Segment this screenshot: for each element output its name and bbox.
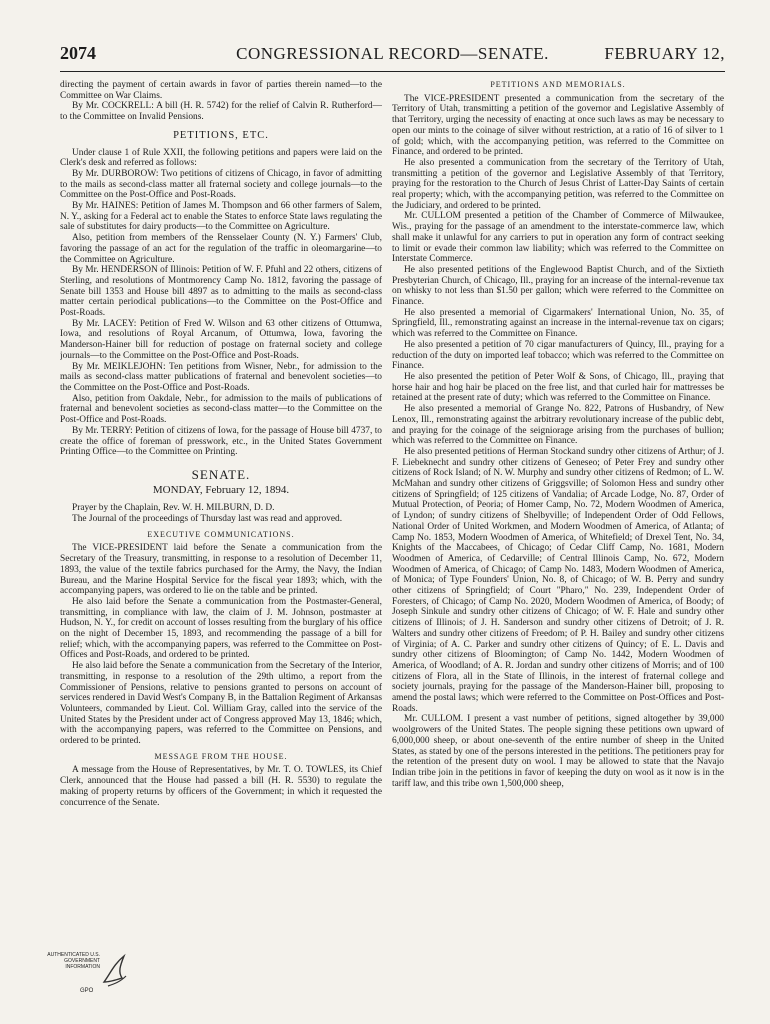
paragraph: By Mr. HAINES: Petition of James M. Thompson and 66 other farmers of Salem, N. Y., asking for a Federal act to enable the States to enforce State laws regulating the sale of substitutes for dairy products—to the Committee on Agriculture. [60,201,382,233]
paragraph: He also presented petitions of the Englewood Baptist Church, and of the Sixtieth Presbyterian Church, of Chicago, Ill., praying for an increase of the internal-revenue tax on whisky to not less than $1.50 per gallon; which were referred to the Committee on Finance. [392,264,724,308]
paragraph: By Mr. TERRY: Petition of citizens of Iowa, for the passage of House bill 4737, to create the office of foreman of presswork, etc., in the United States Government Printing Office—to the Committee on Printing. [60,425,382,458]
paragraph: By Mr. DURBOROW: Two petitions of citizens of Chicago, in favor of admitting to the mails as second-class matter all fraternal society and college journals—to the Committee on the Post-Office and Post-Roads. [60,168,382,201]
paragraph: By Mr. COCKRELL: A bill (H. R. 5742) for the relief of Calvin R. Rutherford—to the Committee on Invalid Pensions. [60,101,382,123]
paragraph: He also presented petitions of Herman Stockand sundry other citizens of Arthur; of J. F. Liebeknecht and sundry other citizens of Geneseo; of Peter Frey and sundry other citizens of Rock Island; of N. W. Murphy and sundry other citizens of Redmon; of L. W. McMahan and sundry other citizens of Griggsville; of Solomon Hess and sundry other citizens of Springfield; of 125 citizens of Vandalia; of Arcade Lodge, No. 87, Order of Mutual Protection, of Peoria; of Homer Camp, No. 72, Modern Woodmen of America, of Lyndon; of sundry citizens of Shelbyville; of Independent Order of Odd Fellows, National Order of United Workmen, and Modern Woodmen of America, of Atlanta; of Camp No. 1853, Modern Woodmen of America, of Whitefield; of Drexel Tent, No. 34, Knights of the Maccabees, of Chicago; of Cedar Cliff Camp, No. 1681, Modern Woodmen of America, of Cedarville; of Central Illinois Camp, No. 672, Modern Woodmen of America, of Chicago; of Camp No. 1483, Modern Woodmen of America, of Monica; of Type Founders' Union, No. 8, of Chicago; of W. B. Perry and sundry other citizens of Springfield; of Court "Pharo," No. 239, Independent Order of Foresters, of Chicago; of Camp No. 2020, Modern Woodmen of America, of Boody; of Joseph Sinkule and sundry other citizens of Chicago; of W. F. Hale and sundry other citizens of Illinois; of J. H. Sanderson and sundry other citizens of Detroit; of J. R. Walters and sundry other citizens of Freedom; of P. H. Bailey and sundry other citizens of Virginia; of A. C. Parker and sundry other citizens of Quincy; of E. L. Davis and sundry other citizens of Bloomington; of Camp No. 1442, Modern Woodmen of America, of Woodland; of A. R. Jordan and sundry other citizens of Morris; and of 100 citizens of Flora, all in the State of Illinois, in the interest of fraternal college and society journals, praying for the passage of the Manderson-Hainer bill, proposing to amend the postal laws; which were referred to the Committee on Post-Offices and Post-Roads. [392,446,724,714]
paragraph: By Mr. MEIKLEJOHN: Ten petitions from Wisner, Nebr., for admission to the mails as second-class matter publications of fraternal and benevolent societies—to the Committee on the Post-Office and Post-Roads. [60,361,382,393]
section-heading: MESSAGE FROM THE HOUSE. [154,751,288,761]
paragraph: directing the payment of certain awards in favor of parties therein named—to the Committee on War Claims. [60,80,382,101]
eagle-logo-icon [100,952,130,992]
paragraph: By Mr. LACEY: Petition of Fred W. Wilson and 63 other citizens of Ottumwa, Iowa, and resolutions of Royal Arcanum, of Ottumwa, Iowa, favoring the Manderson-Hainer bill for reduction of postage on fraternal society and college journals—to the Committee on the Post-Office and Post-Roads. [60,318,382,361]
page-number: 2074 [60,43,96,63]
paragraph: Prayer by the Chaplain, Rev. W. H. MILBURN, D. D. [72,503,275,514]
section-heading: PETITIONS, ETC. [173,129,269,141]
section-heading: EXECUTIVE COMMUNICATIONS. [147,529,295,539]
paragraph: Mr. CULLOM presented a petition of the Chamber of Commerce of Milwaukee, Wis., praying for the passage of an amendment to the interstate-commerce law, which shall make it unlawful for any carriers to put in operation any form of contract seeking to limit or evade their common law liability; which was referred to the Committee on Interstate Commerce. [392,211,724,265]
session-date: MONDAY, February 12, 1894. [152,483,290,496]
paragraph: By Mr. HENDERSON of Illinois: Petition of W. F. Pfuhl and 22 others, citizens of Sterling, and resolutions of Montmorency Camp No. 1812, favoring the passage of Senate bill 1353 and House bill 4897 as to admitting to the mails as second-class matter certain periodical publications—to the Committee on the Post-Office and Post-Roads. [60,265,382,319]
senate-heading: SENATE. [191,466,251,482]
paragraph: A message from the House of Representatives, by Mr. T. O. TOWLES, its Chief Clerk, announced that the House had passed a bill (H. R. 5530) to regulate the making of property returns by officers of the Government; in which it requested the concurrence of the Senate. [60,765,382,808]
publication-title: CONGRESSIONAL RECORD—SENATE. [236,44,549,63]
paragraph: He also presented a petition of 70 cigar manufacturers of Quincy, Ill., praying for a reduction of the duty on imported leaf tobacco; which was referred to the Committee on Finance. [392,339,724,372]
paragraph: The VICE-PRESIDENT presented a communication from the secretary of the Territory of Utah, transmitting a petition of the governor and Legislative Assembly of that Territory, urging the necessity of enacting at once such laws as may be necessary to open our mints to the coinage of silver without restriction, at a ratio of 16 of silver to 1 of gold; which, with the accompanying petition, was referred to the Committee on Finance, and ordered to be printed. [392,93,724,158]
left-column [60,80,382,940]
paragraph: The VICE-PRESIDENT laid before the Senate a communication from the Secretary of the Treasury, transmitting, in response to a resolution of December 11, 1893, the value of the textile fabrics purchased for the Army, the Navy, the Indian Bureau, and the Marine Hospital Service for the fiscal year 1893; which, with the accompanying papers, was ordered to lie on the table and be printed. [60,543,382,597]
section-heading: PETITIONS AND MEMORIALS. [490,80,626,89]
paragraph: He also presented a memorial of Cigarmakers' International Union, No. 35, of Springfield, Ill., remonstrating against an increase in the internal-revenue tax on cigars; which was referred to the Committee on Finance. [392,307,724,340]
gpo-authentication-seal [40,952,120,1000]
paragraph: Under clause 1 of Rule XXII, the following petitions and papers were laid on the Clerk's desk and referred as follows: [60,147,382,169]
paragraph: He also presented a communication from the secretary of the Territory of Utah, transmitting a petition of the governor and Legislative Assembly of that Territory, praying for the restoration to the Church of Jesus Christ of Latter-Day Saints of certain real property; which, with the accompanying petition, was referred to the Committee on the Judiciary, and ordered to be printed. [392,157,724,211]
paragraph: He also laid before the Senate a communication from the Secretary of the Interior, transmitting, in response to a resolution of the 29th ultimo, a report from the Commissioner of Pensions, relative to pensions granted to persons on account of services rendered in David West's Company B, in the Battalion Regiment of Arkansas Volunteers, commanded by Lieut. Col. William Gray, called into the service of the United States by the President under act of Congress approved May 13, 1846; which, with the accompanying papers, was referred to the Committee on Pensions, and ordered to be printed. [60,661,382,747]
paragraph: Mr. CULLOM. I present a vast number of petitions, signed altogether by 39,000 woolgrowers of the United States. The people signing these petitions own upward of 6,000,000 sheep, or about one-seventh of the entire number of sheep in the United States, as stated by one of the persons interested in the petitions. The petitioners pray for the retention of the present duty on wool. I may be allowed to state that the Navajo Indian tribe join in the petitions in favor of keeping the duty on wool as it now is in the tariff law, and this tribe own 1,500,000 sheep, [392,714,724,789]
paragraph: Also, petition from members of the Rensselaer County (N. Y.) Farmers' Club, favoring the passage of an act for the regulation of the traffic in oleomargarine—to the Committee on Agriculture. [60,233,382,265]
paragraph: Also, petition from Oakdale, Nebr., for admission to the mails of publications of fraternal and benevolent societies as second-class matter—to the Committee on the Post-Office and Post-Roads. [60,393,382,426]
seal-text: AUTHENTICATED U.S. GOVERNMENT INFORMATION [47,952,100,970]
seal-mark: GPO [80,988,94,994]
header-date: FEBRUARY 12, [604,44,725,63]
page-header [60,43,725,72]
paragraph: The Journal of the proceedings of Thursday last was read and approved. [72,514,343,525]
right-column [392,80,724,940]
paragraph: He also presented a memorial of Grange No. 822, Patrons of Husbandry, of New Lenox, Ill., remonstrating against the arbitrary revolutionary increase of the public debt, and praying for the coinage of the seigniorage arising from the purchases of bullion; which was referred to the Committee on Finance. [392,404,724,447]
paragraph: He also presented the petition of Peter Wolf & Sons, of Chicago, Ill., praying that horse hair and hog hair be placed on the free list, and that curled hair for mattresses be retained at the present rate of duty; which was referred to the Committee on Finance. [392,371,724,404]
paragraph: He also laid before the Senate a communication from the Postmaster-General, transmitting, in compliance with law, the claim of J. M. Johnson, postmaster at Hudson, N. Y., for credit on account of losses resulting from the burglary of his office on the night of December 15, 1893, and recommending the passage of a bill for relief; which, with the accompanying papers, was referred to the Committee on Post-Offices and Post-Roads, and ordered to be printed. [60,596,382,661]
